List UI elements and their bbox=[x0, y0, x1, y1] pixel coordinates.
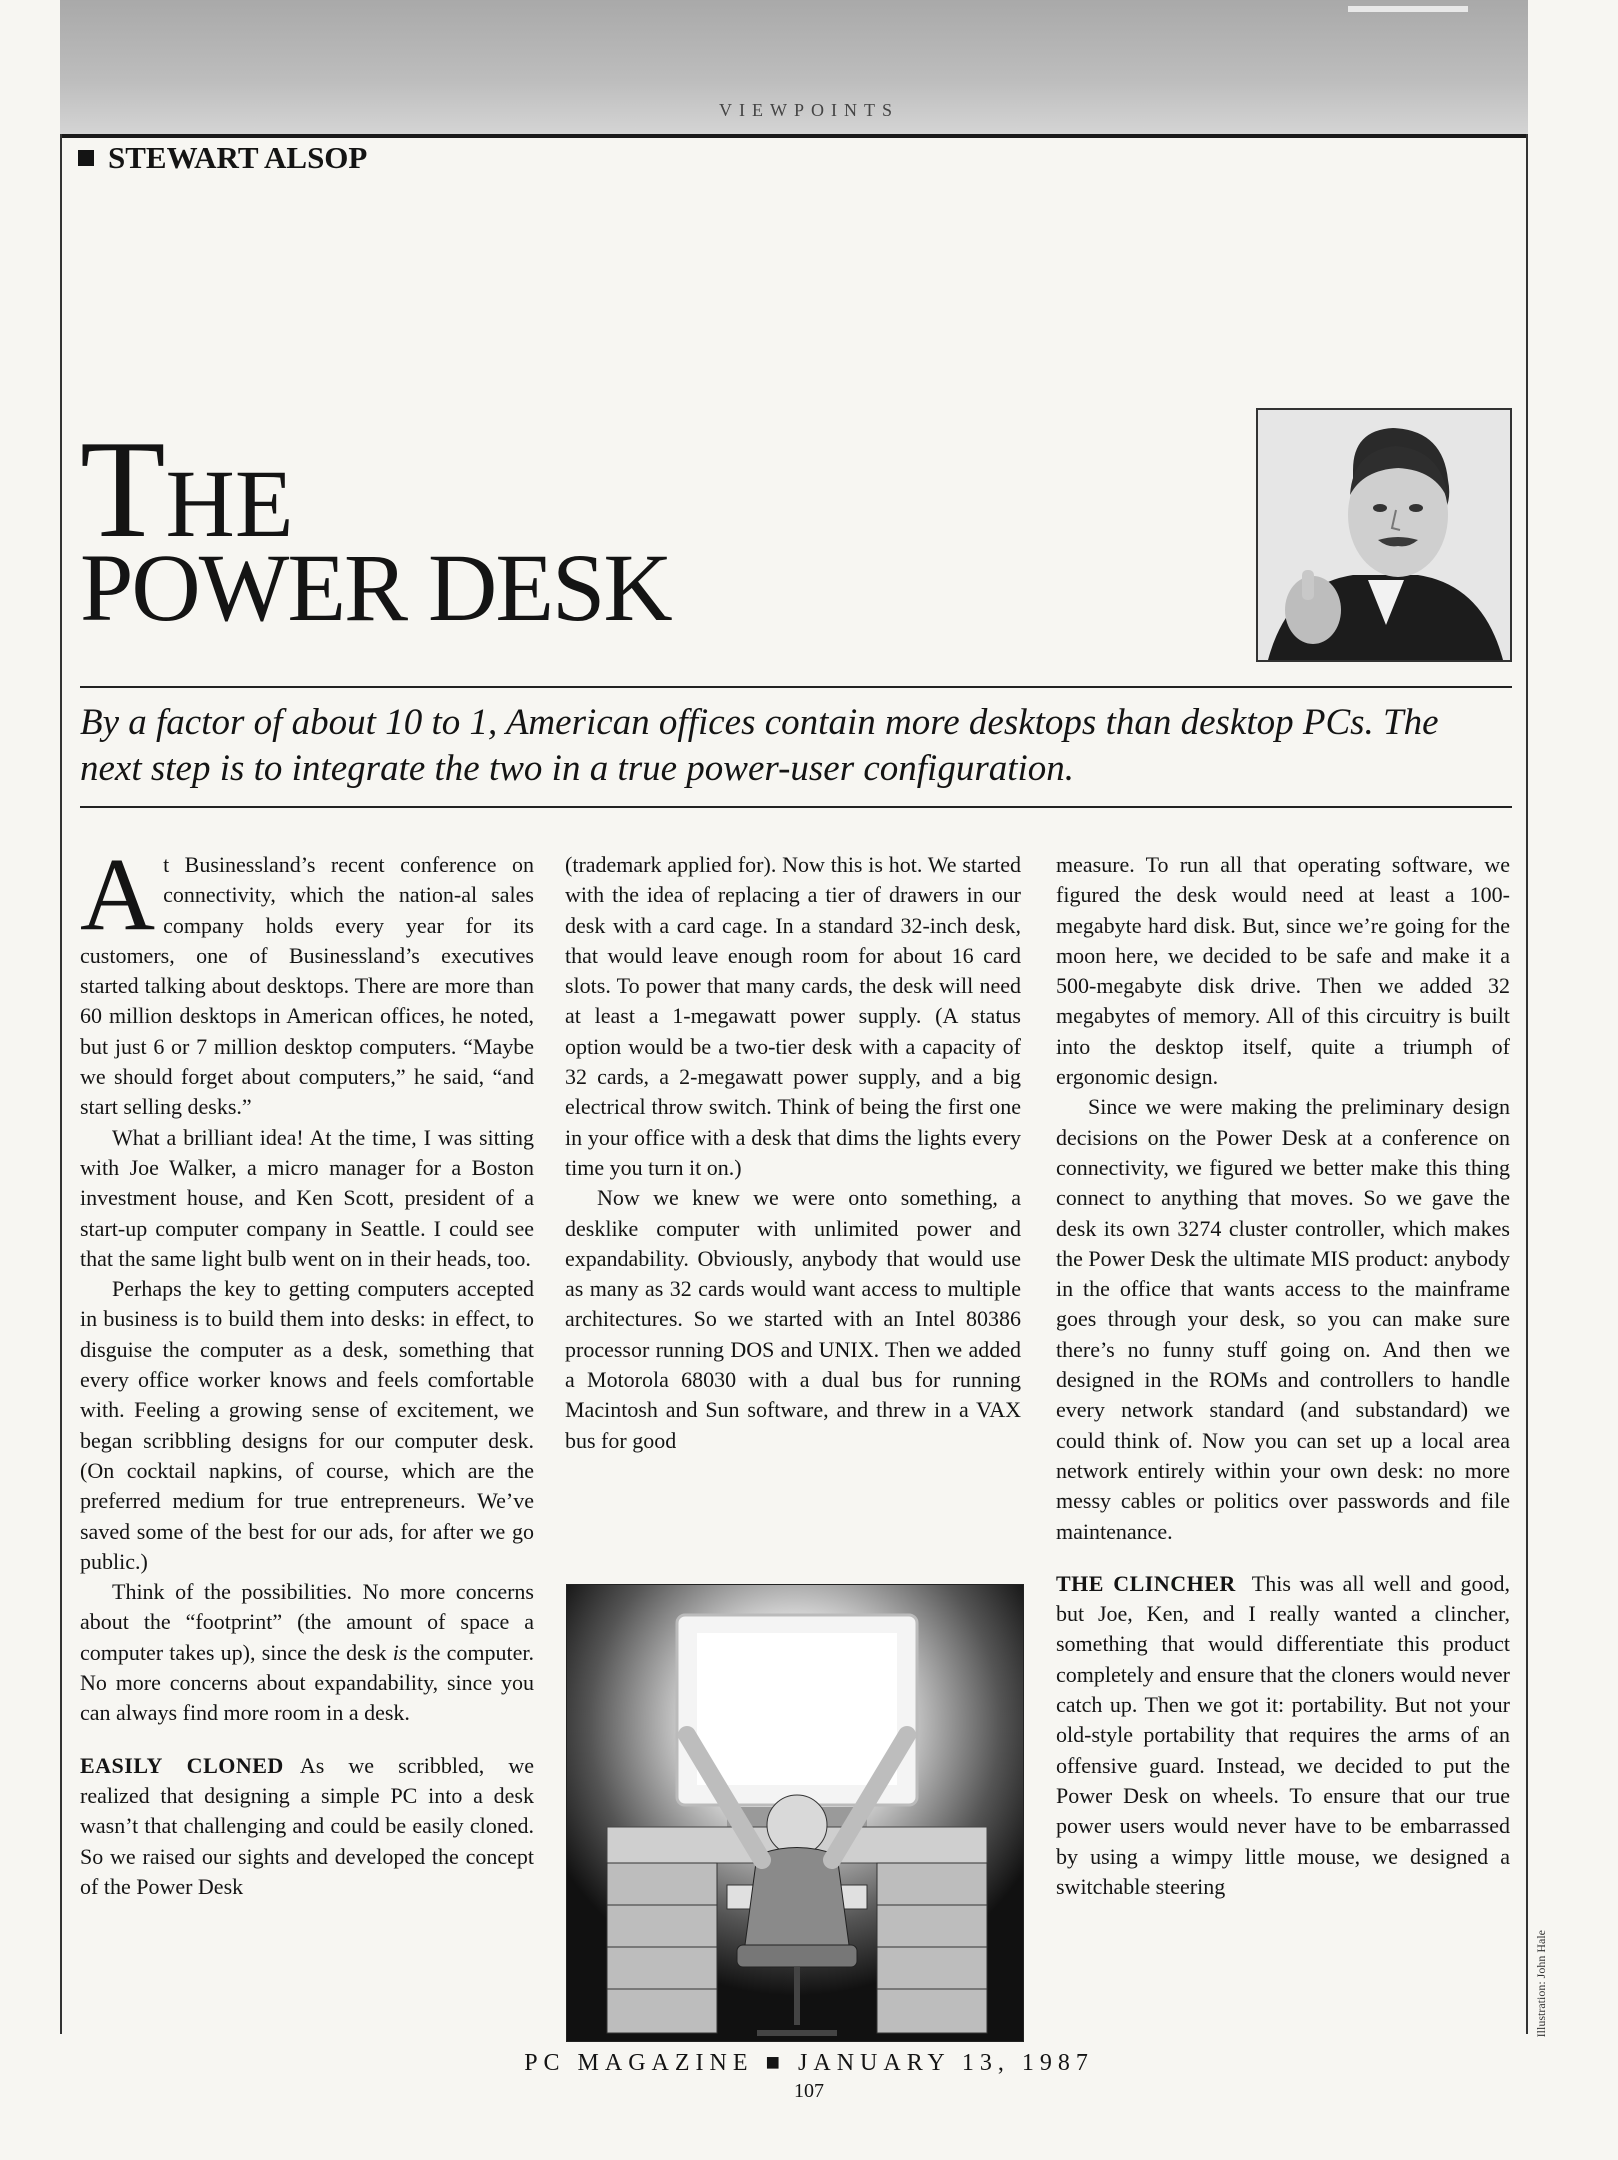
paragraph bbox=[1056, 1569, 1510, 1902]
paragraph-text: the computer. No more concerns about expandability, since you can always find more room in a desk. bbox=[80, 1639, 535, 1726]
article-title bbox=[80, 412, 671, 641]
scan-glare bbox=[1348, 6, 1468, 12]
paragraph bbox=[80, 837, 534, 1123]
subhead: EASILY CLONED bbox=[80, 1752, 284, 1778]
title-rest: HE bbox=[165, 450, 294, 557]
paragraph bbox=[80, 1577, 534, 1728]
power-desk-illustration bbox=[566, 1584, 1024, 2042]
portrait-illustration bbox=[1258, 410, 1510, 660]
paragraph: Now we knew we were onto something, a desklike computer with unlimited power and expandability. Obviously, anybody that would use as many as 32 cards would want access to multiple architectures. So we started with an Intel 80386 processor running DOS and UNIX. Then we added a Motorola 68030 with a dual bus for running Macintosh and Sun software, and threw in a VAX bus for good bbox=[565, 1185, 1021, 1453]
paragraph: Since we were making the preliminary design decisions on the Power Desk at a conference on connectivity, we figured we better make this thing connect to anything that moves. So we gave the desk its own 3274 cluster controller, which makes the Power Desk the ultimate MIS product: anybody in the office that wants access to the mainframe goes through your desk, so you can make sure there’s no funny stuff going on. And then we designed in the ROMs and controllers to handle every network standard (and substandard) we could think of. Now you can set up a local area network entirely within your own desk: no more messy cables or politics over passwords and file maintenance. bbox=[1056, 1094, 1510, 1544]
subhead: THE CLINCHER bbox=[1056, 1570, 1236, 1596]
paragraph-text: t Businessland’s recent conference on connectivity, which the nation-al sales company holds every year for its customers, one of Businessland’s executives started talking about desktops. There are more than 60 million desktops in American offices, he noted, but just 6 or 7 million desktop computers. “Maybe we should forget about computers,” he said, “and start selling desks.” bbox=[80, 852, 534, 1120]
paragraph bbox=[80, 1751, 534, 1902]
author-portrait bbox=[1256, 408, 1512, 662]
article-column-1 bbox=[80, 837, 535, 1902]
author-name: STEWART ALSOP bbox=[108, 140, 368, 175]
paragraph: (trademark applied for). Now this is hot. We started with the idea of replacing a tier of drawers in our desk with a card cage. In a standard 32-inch desk, that would leave enough room for about 16 card slots. To power that many cards, the desk will need at least a 1-megawatt power supply. (A status option would be a two-tier desk with a capacity of 32 cards, a 2-megawatt power supply, and a big electrical throw switch. Think of being the first one in your office with a desk that dims the lights every time you turn it on.) bbox=[565, 852, 1021, 1180]
left-column-rule bbox=[60, 134, 62, 2034]
deck-top-rule bbox=[80, 686, 1512, 688]
header-rule bbox=[60, 134, 1528, 138]
bullet-square-icon bbox=[78, 150, 94, 166]
paragraph: measure. To run all that operating software, we figured the desk would need at least a 100-megabyte hard disk. But, since we’re going for the moon here, we decided to be safe and make it a 500-megabyte disk drive. Then we added 32 megabytes of memory. All of this circuitry is built into the desktop itself, quite a triumph of ergonomic design. bbox=[1056, 852, 1510, 1090]
paragraph: What a brilliant idea! At the time, I was sitting with Joe Walker, a micro manager for a Boston investment house, and Ken Scott, president of a start-up computer company in Seattle. I could see that the same light bulb went on in their heads, too. bbox=[80, 1124, 534, 1271]
title-line-1 bbox=[80, 412, 671, 567]
illustration-credit: Illustration: John Hale bbox=[1534, 1930, 1548, 2038]
article-column-2 bbox=[565, 850, 1021, 1456]
desk-scene bbox=[567, 1585, 1023, 2041]
drop-cap: A bbox=[80, 837, 156, 952]
byline bbox=[78, 140, 367, 176]
paragraph-text: This was all well and good, but Joe, Ken, and I really wanted a clincher, something that would differentiate this product completely and ensure that the cloners would never catch up. Then we got it: portability. But not your old-style portability that requires the arms of an offensive guard. Instead, we decided to put the Power Desk on wheels. To ensure that our true power users would never have to be embarrassed by using a wimpy little mouse, we designed a switchable steering bbox=[1056, 1570, 1510, 1899]
deck-bottom-rule bbox=[80, 806, 1512, 808]
emphasis: is bbox=[392, 1639, 408, 1665]
right-column-rule bbox=[1526, 134, 1528, 2034]
section-label: VIEWPOINTS bbox=[719, 100, 899, 120]
page-footer: PC MAGAZINE ■ JANUARY 13, 1987 bbox=[524, 2050, 1094, 2076]
paragraph-text: As we scribbled, we realized that designing a simple PC into a desk wasn’t that challenging and could be easily cloned. So we raised our sights and developed the concept of the Power Desk bbox=[80, 1752, 534, 1899]
title-cap: T bbox=[80, 412, 166, 567]
paragraph-text: Think of the possibilities. No more concerns about the “footprint” (the amount of space a computer takes up), since the desk bbox=[80, 1579, 534, 1665]
article-column-3 bbox=[1056, 850, 1510, 1902]
article-deck: By a factor of about 10 to 1, American offices contain more desktops than desktop PCs. The next step is to integrate the two in a true power-user configuration. bbox=[80, 702, 1439, 789]
paragraph: Perhaps the key to getting computers accepted in business is to build them into desks: in effect, to disguise the computer as a desk, something that every office worker knows and feels comfortable with. Feeling a growing sense of excitement, we began scribbling designs for our computer desk. (On cocktail napkins, of course, which are the preferred medium for true entrepreneurs. We’ve saved some of the best for our ads, for after we go public.) bbox=[80, 1276, 534, 1574]
page-number: 107 bbox=[794, 2080, 824, 2102]
title-line-2: POWER DESK bbox=[80, 534, 671, 641]
